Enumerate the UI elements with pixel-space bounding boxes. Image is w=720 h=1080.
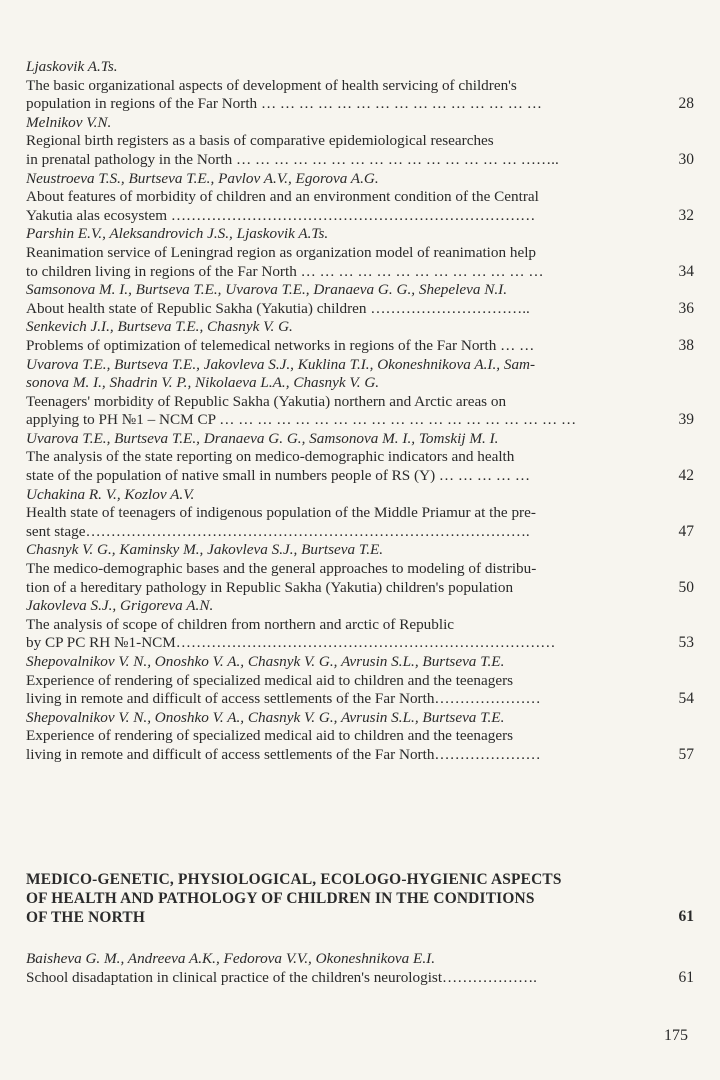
- entry-title-line: living in remote and difficult of access settlements of the Far North…………………: [26, 690, 541, 708]
- entry-title-line: state of the population of native small in numbers people of RS (Y) … … … … …: [26, 467, 531, 485]
- toc-entry: [26, 58, 698, 114]
- entry-title-line: Problems of optimization of telemedical networks in regions of the Far North … …: [26, 336, 535, 354]
- section-heading-block: [26, 870, 698, 927]
- entry-authors: Shepovalnikov V. N., Onoshko V. A., Chasnyk V. G., Avrusin S.L., Burtseva T.E.: [26, 653, 505, 670]
- entry-title-line: to children living in regions of the Far North … … … … … … … … … … … … …: [26, 262, 544, 280]
- toc-list: [26, 58, 698, 765]
- entry-title-line: tion of a hereditary pathology in Republic Sakha (Yakutia) children's population: [26, 578, 514, 596]
- entry-title-line: The analysis of scope of children from northern and arctic of Republic: [26, 615, 455, 633]
- entry-authors: Chasnyk V. G., Kaminsky M., Jakovleva S.J., Burtseva T.E.: [26, 541, 384, 559]
- toc-entry: [26, 950, 698, 987]
- page-folio-number: 175: [664, 1027, 688, 1044]
- entry-title-line: Health state of teenagers of indigenous population of the Middle Priamur at the pre-: [26, 504, 536, 522]
- entry-title-line: living in remote and difficult of access settlements of the Far North…………………: [26, 745, 541, 763]
- entry-authors: Melnikov V.N.: [26, 113, 112, 131]
- entry-title-line: Teenagers' morbidity of Republic Sakha (Yakutia) northern and Arctic areas on: [26, 392, 507, 410]
- entry-title-line: population in regions of the Far North … … … … … … … … … … … … … … …: [26, 95, 542, 113]
- entry-title-line: Yakutia alas ecosystem ………………………………………………………………: [26, 206, 536, 224]
- toc-entry: [26, 430, 698, 486]
- entry-page-number: 50: [678, 578, 694, 596]
- entry-authors: Senkevich J.I., Burtseva T.E., Chasnyk V. G.: [26, 318, 293, 336]
- entry-page-number: 54: [678, 690, 694, 708]
- entry-authors: Neustroeva T.S., Burtseva T.E., Pavlov A.V., Egorova A.G.: [26, 169, 379, 187]
- entry-title-line: About features of morbidity of children and an environment condition of the Central: [26, 188, 539, 206]
- entry-page-number: 34: [678, 262, 694, 280]
- entry-authors: Samsonova M. I., Burtseva T.E., Uvarova T.E., Dranaeva G. G., Shepeleva N.I.: [26, 281, 507, 299]
- entry-page-number: 38: [678, 336, 694, 354]
- section-heading-line: OF HEALTH AND PATHOLOGY OF CHILDREN IN THE CONDITIONS: [26, 890, 535, 907]
- toc-entry: [26, 281, 698, 318]
- entry-title-line: Experience of rendering of specialized medical aid to children and the teenagers: [26, 727, 514, 745]
- entry-page-number: 39: [678, 411, 694, 429]
- section-heading-line: MEDICO-GENETIC, PHYSIOLOGICAL, ECOLOGO-HYGIENIC ASPECTS: [26, 871, 562, 888]
- entry-page-number: 61: [678, 968, 694, 986]
- entry-title-line: Reanimation service of Leningrad region as organization model of reanimation help: [26, 243, 537, 261]
- entry-title-line: in prenatal pathology in the North … … … … … … … … … … … … … … … ……..: [26, 150, 559, 168]
- entry-title-line: by CP PC RH №1-NCM…………………………………………………………………: [26, 634, 556, 652]
- entry-authors: Baisheva G. M., Andreeva A.K., Fedorova V.V., Okoneshnikova E.I.: [26, 950, 435, 967]
- toc-entry: [26, 356, 698, 430]
- toc-entry: [26, 170, 698, 226]
- toc-entry: [26, 541, 698, 597]
- toc-entry: [26, 486, 698, 542]
- entry-title-line: About health state of Republic Sakha (Yakutia) children …………………………..: [26, 299, 530, 317]
- toc-entry: [26, 318, 698, 355]
- entry-page-number: 42: [678, 467, 694, 485]
- entry-title-line: The medico-demographic bases and the general approaches to modeling of distribu-: [26, 560, 537, 578]
- entry-title-line: Regional birth registers as a basis of comparative epidemiological researches: [26, 132, 494, 150]
- entry-title-line: The analysis of the state reporting on medico-demographic indicators and health: [26, 448, 515, 466]
- entry-page-number: 28: [678, 95, 694, 113]
- entry-authors: Parshin E.V., Aleksandrovich J.S., Ljaskovik A.Ts.: [26, 225, 329, 243]
- entry-page-number: 36: [678, 299, 694, 317]
- entry-title-line: The basic organizational aspects of development of health servicing of children's: [26, 76, 517, 94]
- entry-authors: Uchakina R. V., Kozlov A.V.: [26, 485, 195, 503]
- entry-page-number: 32: [678, 206, 694, 224]
- entry-authors: Uvarova T.E., Burtseva T.E., Jakovleva S.J., Kuklina T.I., Okoneshnikova A.I., Sam- sonova M. I., Shadrin V. P., Nikolaeva L.A., Chasnyk V. G.: [26, 355, 536, 392]
- entry-page-number: 53: [678, 634, 694, 652]
- entry-authors: Ljaskovik A.Ts.: [26, 58, 118, 75]
- entry-authors: Shepovalnikov V. N., Onoshko V. A., Chasnyk V. G., Avrusin S.L., Burtseva T.E.: [26, 708, 505, 726]
- entry-page-number: 30: [678, 150, 694, 168]
- toc-entry: [26, 114, 698, 170]
- section-page-number: 61: [678, 908, 694, 926]
- entry-title-line: applying to PH №1 – NCM CP … … … … … … … … … … … … … … … … … … …: [26, 411, 577, 429]
- entry-page-number: 47: [678, 522, 694, 540]
- entry-title-line: Experience of rendering of specialized medical aid to children and the teenagers: [26, 671, 514, 689]
- entry-title-line: School disadaptation in clinical practice of the children's neurologist……………….: [26, 968, 537, 986]
- entry-authors: Jakovleva S.J., Grigoreva A.N.: [26, 597, 214, 615]
- toc-entry: [26, 225, 698, 281]
- toc-entry: [26, 653, 698, 709]
- toc-entry: [26, 709, 698, 765]
- entry-title-line: sent stage…………………………………………………………………………….: [26, 522, 530, 540]
- entry-page-number: 57: [678, 745, 694, 763]
- entry-authors: Uvarova T.E., Burtseva T.E., Dranaeva G. G., Samsonova M. I., Tomskij M. I.: [26, 429, 499, 447]
- toc-entry: [26, 597, 698, 653]
- section-heading-line: OF THE NORTH: [26, 909, 146, 926]
